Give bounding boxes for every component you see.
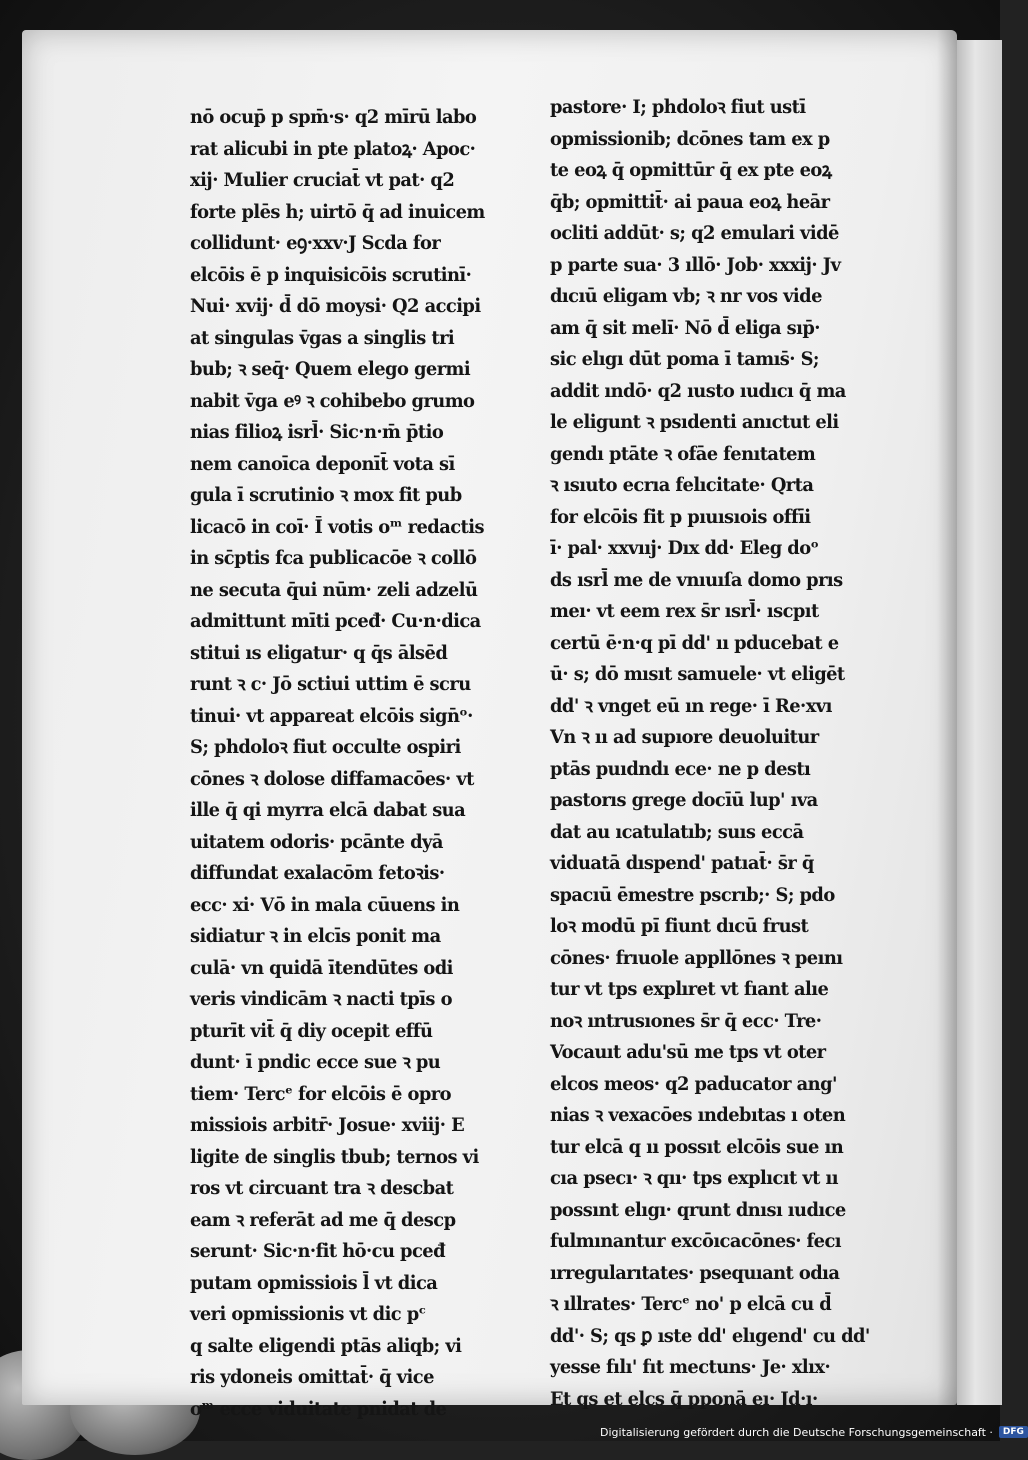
right-text-column [550,92,890,1415]
manuscript-line: certū ē·n·q pī dd' ıı pducebat e [550,631,839,654]
manuscript-line: dd' ꝛ vnget eū ın rege· ī Re·xvı [550,694,832,717]
manuscript-line: rat alicubi in pte platoꝝ· Apoc· [190,137,476,160]
manuscript-line: gendı ptāte ꝛ ofāe fenıtatem [550,442,816,465]
manuscript-line: ne secuta q̄ui nūm· zeli adzelū [190,578,478,601]
manuscript-line: ptās puıdndı ece· ne p destı [550,757,811,780]
manuscript-line: gula ī scrutinio ꝛ mox fit pub [190,484,462,506]
manuscript-line: noꝛ ıntrusıones s̄r q̄ ecc· Tre· [550,1009,822,1032]
manuscript-line: pastore· I; phdoloꝛ fiut ustī [550,96,806,118]
manuscript-line: sic elıgı dūt poma ī tamıs̄· S; [550,348,819,370]
manuscript-line: elcos meos· q2 paducator ang' [550,1072,837,1095]
manuscript-line: loꝛ modū pı̄ fiunt dıcū frust [550,915,809,937]
manuscript-line: collidunt· eꝯ·xxv·J Scda for [190,232,441,254]
manuscript-line: ecc· xi· Vō in mala cūuens in [190,893,460,916]
manuscript-line: runt ꝛ c· Jō sctiui uttim ē scru [190,673,471,695]
left-text-column [190,102,530,1425]
manuscript-line: tiem· Tercᵉ for elcōis ē opro [190,1082,451,1105]
manuscript-line: ū· s; dō mısıt samuele· vt eligēt [550,663,845,685]
manuscript-line: at singulas v̄gas a singlis tri [190,326,455,349]
manuscript-line: viduatā dıspend' patıat̄· s̄r q̄ [550,852,814,874]
manuscript-line: uitatem odoris· pcānte dyā [190,830,443,853]
manuscript-line: Vocauıt adu'sū me tps vt oter [550,1041,826,1063]
manuscript-line: ros vt circuant tra ꝛ descbat [190,1177,454,1199]
manuscript-line: addit ındō· q2 ıusto ıudıcı q̄ ma [550,379,846,402]
manuscript-line: ille q̄ qi myrra elcā dabat sua [190,799,466,821]
manuscript-line: dat au ıcatulatıb; suıs eccā [550,820,804,843]
manuscript-line: nabit v̄ga eꝰ ꝛ cohibebo grumo [190,389,475,412]
manuscript-line: ocliti addūt· s; q2 emulari vidē [550,222,839,244]
manuscript-line: ırregularıtates· psequıant odıa [550,1261,840,1284]
manuscript-line: opmissionib; dcōnes tam ex p [550,127,830,150]
manuscript-line: cōnes· frıuole appllōnes ꝛ peını [550,946,843,969]
manuscript-line: p parte sua· 3 ıllō· Job· xxxij· Jv [550,253,841,276]
manuscript-line: yesse fılı' fıt mectuns· Je· xlıx· [550,1356,831,1378]
manuscript-line: cıa psecı· ꝛ qıı· tps explıcıt vt ıı [550,1167,838,1189]
manuscript-line: ī· pal· xxvııj· Dıx dd· Eleg doᵒ [550,537,819,559]
dfg-logo: DFG [999,1426,1028,1438]
manuscript-line: oᵐ ecce viduitate pnidat de [190,1397,447,1420]
manuscript-line: Vn ꝛ ıı ad supıore deuoluitur [550,726,819,748]
manuscript-line: in sc̄ptis fca publicacōe ꝛ collō [190,547,477,569]
manuscript-line: sidiatur ꝛ in elcīs ponit ma [190,925,441,947]
manuscript-line: eam ꝛ referāt ad me q̄ descp [190,1208,456,1231]
manuscript-line: elcōis ē p inquisicōis scrutinī· [190,263,472,286]
manuscript-line: admittunt mīti pceđ· Cu·n·dica [190,610,481,632]
manuscript-line: bub; ꝛ seq̄· Quem elego germi [190,358,471,380]
manuscript-line: for elcōis fit p pıuısıois offīi [550,505,811,528]
manuscript-line: stitui ıs eligatur· q q̄s ālsēd [190,641,448,664]
manuscript-line: Et qs et elcs q̄ pponā eı· Jd·ı· [550,1387,818,1410]
manuscript-line: possınt elıgı· qrunt dnısı ıudıce [550,1198,846,1221]
manuscript-line: putam opmissiois l̄ vt dica [190,1271,438,1294]
manuscript-line: dunt· ī pndic ecce sue ꝛ pu [190,1051,441,1073]
manuscript-line: culā· vn quidā ītendūtes odi [190,956,453,979]
manuscript-line: nem canoīca deponīt̄ vota sī [190,452,455,475]
manuscript-line: tur elcā q ıı possıt elcōis sue ın [550,1135,844,1158]
manuscript-line: q̄b; opmittit̄· ai paua eoꝝ heār [550,190,830,213]
manuscript-line: serunt· Sic·n·fit hō·cu pceđ [190,1240,446,1262]
manuscript-line: veris vindicām ꝛ nacti tpīs o [190,988,452,1010]
manuscript-line: tinui· vt appareat elcōis sign̄ᵒ· [190,704,473,727]
manuscript-line: nias filioꝝ isrl̄· Sic·n·m̄ p̄tio [190,421,444,443]
manuscript-line: missiois arbitr̄· Josue· xviij· E [190,1114,465,1136]
manuscript-line: ꝛ ısıuto ecrıa felıcitate· Qrta [550,474,814,496]
manuscript-line: licacō in coī· Ī votis oᵐ redactis [190,515,484,538]
manuscript-line: ris ydoneis omittat̄· q̄ vice [190,1366,434,1388]
next-leaf-edge [955,40,1002,1405]
manuscript-line: am q̄ sit melı̄· Nō d̄ eliga sıp̄· [550,316,820,339]
manuscript-line: tur vt tps explıret vt fıant alıe [550,978,829,1000]
manuscript-line: Nui· xvij· d̄ dō moysi· Q2 accipi [190,295,481,317]
manuscript-line: q salte eligendi ptās aliqb; vi [190,1334,462,1357]
page-gutter-shadow [937,30,957,1405]
manuscript-line: diffundat exalacōm fetoꝛis· [190,862,445,884]
manuscript-line: nō ocup̄ p spm̄·s· q2 mīrū labo [190,106,477,128]
manuscript-line: S; phdoloꝛ fiut occulte ospiri [190,736,461,758]
manuscript-line: ligite de singlis tbub; ternos vi [190,1145,479,1168]
footer-credit [600,1423,1028,1441]
manuscript-line: pastorıs grege docīū lup' ıva [550,789,818,811]
manuscript-line: veri opmissionis vt dic pᶜ [190,1303,426,1325]
manuscript-line: pturīt vit̄ q̄ diy ocepit effū [190,1019,433,1042]
footer-text: Digitalisierung gefördert durch die Deutsche Forschungsgemeinschaft · [600,1425,993,1439]
manuscript-line: cōnes ꝛ dolose diffamacōes· vt [190,767,474,790]
manuscript-line: te eoꝝ q̄ opmittūr q̄ ex pte eoꝝ [550,159,832,181]
manuscript-line: le eligunt ꝛ psıdenti anıctut eli [550,411,839,433]
manuscript-line: ꝛ ıllrates· Tercᵉ no' p elcā cu d̄ [550,1293,832,1315]
manuscript-line: meı· vt eem rex s̄r ısrl̄· ıscpıt [550,600,819,622]
manuscript-line: spacıū ēmestre pscrıb;· S; pdo [550,883,835,906]
manuscript-line: dd'· S; qs ꝑ ıste dd' elıgend' cu dd' [550,1324,870,1347]
manuscript-line: forte plēs h; uirtō q̄ ad inuicem [190,200,485,223]
manuscript-line: xij· Mulier cruciat̄ vt pat· q2 [190,169,455,191]
manuscript-line: nias ꝛ vexacōes ındebıtas ı oten [550,1104,846,1126]
manuscript-line: ds ısrl̄ me de vnıuıſa domo prıs [550,568,843,591]
manuscript-line: fulmınantur excōıcacōnes· fecı [550,1230,841,1252]
manuscript-line: dıcıū eligam vb; ꝛ nr vos vide [550,285,822,307]
